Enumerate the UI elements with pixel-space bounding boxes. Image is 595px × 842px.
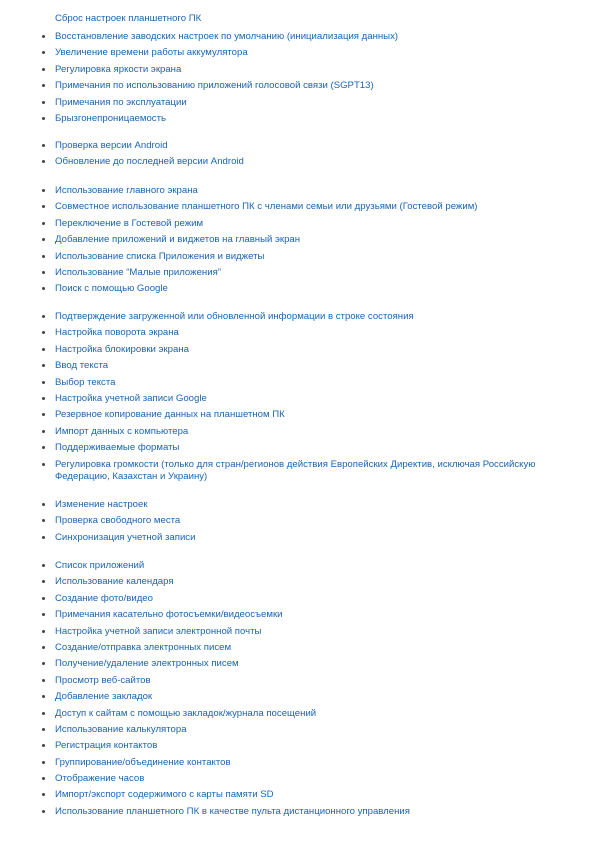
toc-link[interactable]: Доступ к сайтам с помощью закладок/журнала посещений xyxy=(55,707,317,719)
toc-link[interactable]: Выбор текста xyxy=(55,376,116,388)
toc-link[interactable]: Регистрация контактов xyxy=(55,740,158,752)
toc-link[interactable]: Поиск с помощью Google xyxy=(55,283,168,295)
toc-link[interactable]: Настройка учетной записи электронной почты xyxy=(55,625,262,637)
bullet-icon xyxy=(42,463,45,466)
toc-link[interactable]: Совместное использование планшетного ПК с членами семьи или друзьями (Гостевой режим) xyxy=(55,201,478,213)
toc-item[interactable] xyxy=(41,393,541,409)
toc-link[interactable]: Использование календаря xyxy=(55,576,174,588)
bullet-icon xyxy=(42,728,45,731)
toc-link[interactable]: Примечания по использованию приложений голосовой связи (SGPT13) xyxy=(55,80,374,92)
bullet-icon xyxy=(42,84,45,87)
toc-link[interactable]: Проверка свободного места xyxy=(55,515,181,527)
bullet-icon xyxy=(42,430,45,433)
bullet-icon xyxy=(42,315,45,318)
toc-item[interactable] xyxy=(41,773,541,789)
toc-item[interactable] xyxy=(41,515,541,531)
toc-link[interactable]: Примечания по эксплуатации xyxy=(55,96,187,108)
toc-link[interactable]: Добавление закладок xyxy=(55,691,153,703)
bullet-icon xyxy=(42,503,45,506)
toc-link[interactable]: Обновление до последней версии Android xyxy=(55,156,244,168)
toc-item[interactable] xyxy=(41,311,541,327)
toc-link[interactable]: Просмотр веб-сайтов xyxy=(55,674,151,686)
toc-item[interactable] xyxy=(41,31,541,47)
toc-link[interactable]: Изменение настроек xyxy=(55,499,148,510)
toc-item[interactable] xyxy=(41,97,541,113)
toc-link[interactable]: Настройка учетной записи Google xyxy=(55,392,207,404)
toc-link[interactable]: Получение/удаление электронных писем xyxy=(55,658,239,670)
toc-link[interactable]: Регулировка яркости экрана xyxy=(55,63,182,75)
toc-item[interactable] xyxy=(41,409,541,425)
toc-link[interactable]: Использование списка Приложения и виджеты xyxy=(55,250,265,262)
bullet-icon xyxy=(42,238,45,241)
bullet-icon xyxy=(42,189,45,192)
bullet-icon xyxy=(42,564,45,567)
toc-link[interactable]: Создание/отправка электронных писем xyxy=(55,641,232,653)
bullet-icon xyxy=(42,51,45,54)
toc-item[interactable] xyxy=(41,360,541,376)
toc-item[interactable] xyxy=(41,740,541,756)
toc-item[interactable] xyxy=(41,757,541,773)
bullet-icon xyxy=(42,662,45,665)
bullet-icon xyxy=(42,287,45,290)
toc-link[interactable]: Переключение в Гостевой режим xyxy=(55,217,204,229)
toc-item[interactable] xyxy=(41,156,541,172)
toc-group-2 xyxy=(41,140,541,173)
toc-link[interactable]: Использование “Малые приложения” xyxy=(55,266,221,278)
toc-item[interactable] xyxy=(41,377,541,393)
toc-link[interactable]: Использование главного экрана xyxy=(55,185,198,196)
toc-item[interactable] xyxy=(41,691,541,707)
bullet-icon xyxy=(42,613,45,616)
toc-item[interactable] xyxy=(41,267,541,283)
toc-group-3 xyxy=(41,185,541,300)
bullet-icon xyxy=(42,777,45,780)
toc-link[interactable]: Брызгонепроницаемость xyxy=(55,112,166,124)
bullet-icon xyxy=(42,413,45,416)
toc-link[interactable]: Использование планшетного ПК в качестве пульта дистанционного управления xyxy=(55,805,410,817)
toc-link[interactable]: Список приложений xyxy=(55,560,145,571)
toc-item[interactable] xyxy=(41,675,541,691)
toc-item[interactable] xyxy=(41,499,541,515)
bullet-icon xyxy=(42,630,45,633)
toc-link[interactable]: Проверка версии Android xyxy=(55,140,168,151)
bullet-icon xyxy=(42,381,45,384)
toc-item[interactable] xyxy=(41,426,541,442)
toc-group-6 xyxy=(41,560,541,822)
toc-link[interactable]: Импорт данных с компьютера xyxy=(55,425,189,437)
toc-item[interactable] xyxy=(41,442,541,458)
bullet-icon xyxy=(42,101,45,104)
toc-item[interactable] xyxy=(41,47,541,63)
toc-item[interactable] xyxy=(41,185,541,201)
toc-link[interactable]: Создание фото/видео xyxy=(55,592,153,604)
toc-item[interactable] xyxy=(41,80,541,96)
bullet-icon xyxy=(42,117,45,120)
toc-group-5 xyxy=(41,499,541,548)
bullet-icon xyxy=(42,519,45,522)
toc-item[interactable] xyxy=(41,609,541,625)
toc-link[interactable]: Ввод текста xyxy=(55,360,109,372)
bullet-icon xyxy=(42,348,45,351)
toc-item[interactable] xyxy=(41,806,541,822)
toc-item[interactable] xyxy=(41,327,541,343)
bullet-icon xyxy=(42,68,45,71)
toc-item[interactable] xyxy=(41,344,541,360)
bullet-icon xyxy=(42,744,45,747)
toc-item[interactable] xyxy=(41,251,541,267)
bullet-icon xyxy=(42,679,45,682)
bullet-icon xyxy=(42,271,45,274)
toc-item[interactable] xyxy=(41,642,541,658)
toc-link[interactable]: Импорт/экспорт содержимого с карты памяти SD xyxy=(55,789,274,801)
toc-link[interactable]: Резервное копирование данных на планшетном ПК xyxy=(55,409,285,421)
toc-item[interactable] xyxy=(41,459,541,488)
toc-link-reset-tablet[interactable]: Сброс настроек планшетного ПК xyxy=(55,13,202,24)
toc-item[interactable] xyxy=(41,234,541,250)
bullet-icon xyxy=(42,255,45,258)
bullet-icon xyxy=(42,712,45,715)
bullet-icon xyxy=(42,580,45,583)
toc-item[interactable] xyxy=(41,218,541,234)
bullet-icon xyxy=(42,646,45,649)
bullet-icon xyxy=(42,695,45,698)
toc-item[interactable] xyxy=(41,593,541,609)
bullet-icon xyxy=(42,793,45,796)
bullet-icon xyxy=(42,331,45,334)
toc-item[interactable] xyxy=(41,560,541,576)
bullet-icon xyxy=(42,810,45,813)
toc-link[interactable]: Регулировка громкости (только для стран/регионов действия Европейских Директив, исключая Российскую Федерацию, Казахстан и Украину) xyxy=(55,458,536,482)
bullet-icon xyxy=(42,222,45,225)
toc-item[interactable] xyxy=(41,658,541,674)
toc-item[interactable] xyxy=(41,532,541,548)
toc-item[interactable] xyxy=(41,724,541,740)
bullet-icon xyxy=(42,144,45,147)
toc-link[interactable]: Настройка блокировки экрана xyxy=(55,343,189,355)
bullet-icon xyxy=(42,397,45,400)
toc-item[interactable] xyxy=(41,64,541,80)
toc-link[interactable]: Группирование/объединение контактов xyxy=(55,756,231,768)
toc-item[interactable] xyxy=(41,708,541,724)
toc-item[interactable] xyxy=(41,140,541,156)
bullet-icon xyxy=(42,35,45,38)
toc-link[interactable]: Увеличение времени работы аккумулятора xyxy=(55,47,248,59)
toc-link[interactable]: Использование калькулятора xyxy=(55,723,187,735)
bullet-icon xyxy=(42,160,45,163)
bullet-icon xyxy=(42,364,45,367)
toc-link[interactable]: Настройка поворота экрана xyxy=(55,327,179,339)
toc-link[interactable]: Отображение часов xyxy=(55,773,145,785)
toc-group-4 xyxy=(41,311,541,487)
toc-link[interactable]: Синхронизация учетной записи xyxy=(55,531,196,543)
toc-item[interactable] xyxy=(41,201,541,217)
toc-item[interactable] xyxy=(41,113,541,129)
bullet-icon xyxy=(42,536,45,539)
bullet-icon xyxy=(42,597,45,600)
bullet-icon xyxy=(42,446,45,449)
toc-link[interactable]: Добавление приложений и виджетов на главный экран xyxy=(55,234,301,246)
toc-link[interactable]: Подтверждение загруженной или обновленной информации в строке состояния xyxy=(55,311,414,322)
toc-group-1 xyxy=(41,31,541,129)
bullet-icon xyxy=(42,205,45,208)
bullet-icon xyxy=(42,761,45,764)
toc-link[interactable]: Примечания касательно фотосъемки/видеосъемки xyxy=(55,609,283,621)
toc-link[interactable]: Поддерживаемые форматы xyxy=(55,442,180,454)
toc-item[interactable] xyxy=(41,626,541,642)
toc-item[interactable] xyxy=(41,283,541,299)
toc-item[interactable] xyxy=(41,576,541,592)
toc-link[interactable]: Восстановление заводских настроек по умолчанию (инициализация данных) xyxy=(55,31,399,42)
toc-item[interactable] xyxy=(41,789,541,805)
